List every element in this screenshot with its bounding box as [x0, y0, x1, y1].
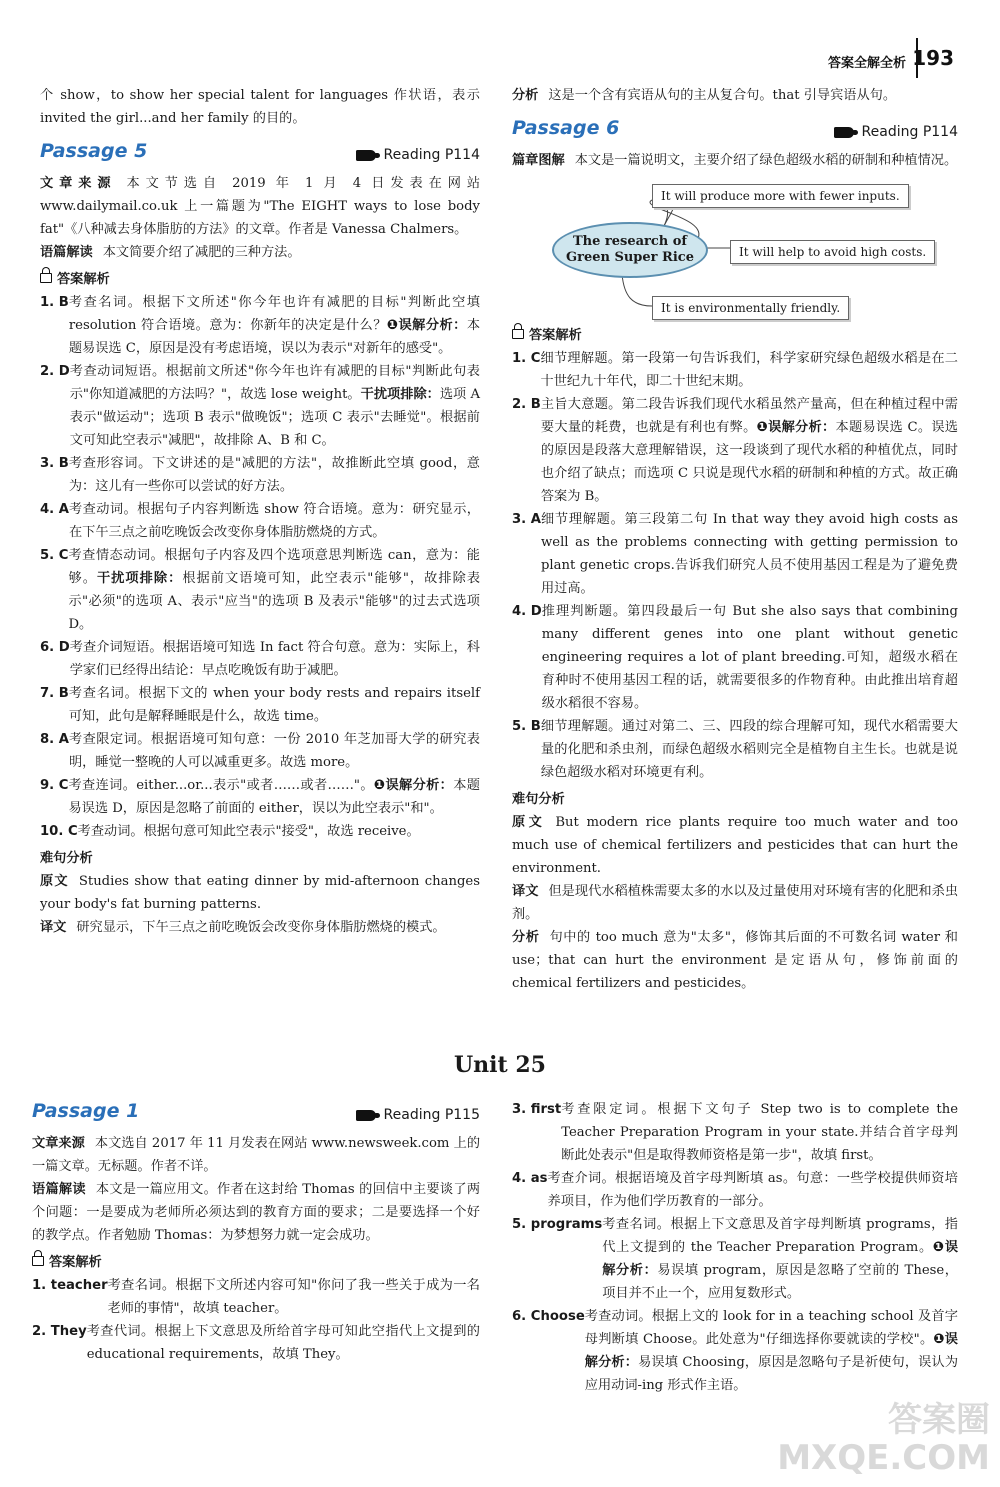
answer-number: 3. first: [512, 1102, 562, 1117]
answer-number: 4. A: [40, 502, 69, 517]
original-text: 原文 Studies show that eating dinner by mid-afternoon changes your body's fat burning patterns.: [40, 874, 481, 912]
answer-item: [512, 1213, 958, 1305]
answer-item: [512, 715, 958, 784]
answer-list: [512, 1098, 958, 1397]
pointing-hand-icon: [834, 127, 854, 138]
hard-sentence-heading: 难句分析: [512, 792, 565, 807]
error-analysis-label: 干扰项排除：: [96, 571, 183, 586]
answer-number: 3. A: [512, 512, 541, 527]
answer-explanation: 考查情态动词。根据句子内容及四个选项意思判断选 can，意为：能够。: [68, 548, 480, 586]
answer-explanation: 主旨大意题。第二段告诉我们现代水稻虽然产量高，但在种植过程中需要大量的耗费，也就是有利也有弊。: [540, 397, 958, 435]
answer-item: [32, 1274, 480, 1320]
answer-explanation: 考查名词。根据下文所述内容可知"你问了我一些关于成为一名老师的事情"，故填 teacher。: [107, 1278, 480, 1316]
answer-number: 5. C: [40, 548, 69, 563]
answer-explanation: 细节理解题。第三段第二句 In that way they avoid high costs as well as the problems connecting with getting permission to plant genetic crops.告诉我们研究人员不使用基因工程是为了避免费用过高。: [540, 512, 958, 596]
error-analysis-text: 本题易误选 C，原因是没有考虑语境，误以为表示"对新年的感受"。: [68, 318, 481, 356]
answer-number: 1. teacher: [32, 1278, 108, 1293]
answer-item: [512, 1098, 958, 1167]
reading-reference: Reading P114: [356, 144, 480, 167]
answer-explanation: 细节理解题。通过对第二、三、四段的综合理解可知，现代水稻需要大量的化肥和杀虫剂，而绿色超级水稻则完全是植物自主生长。也就是说绿色超级水稻对环境更有利。: [540, 719, 958, 780]
answer-explanation: 考查形容词。下文讲述的是"减肥的方法"，故推断此空填 good，意为：这儿有一些你可以尝试的好方法。: [68, 456, 480, 494]
answer-list: [32, 1274, 480, 1366]
source-block: 文章来源 本文节选自 2019 年 1 月 4 日发表在网站 www.dailymail.co.uk 上一篇题为"The EIGHT ways to lose body fat"《八种减去身体脂肪的方法》的文章。作者是 Vanessa Chalmers。: [40, 176, 481, 237]
diagram-branch: It will produce more with fewer inputs.: [652, 184, 909, 208]
answer-item: [40, 544, 480, 636]
answer-item: [512, 508, 958, 600]
error-analysis-text: 易误填 Choosing，原因是忽略句子是祈使句，误认为应用动词-ing 形式作主语。: [584, 1355, 959, 1393]
answer-item: [32, 1320, 480, 1366]
error-analysis-text: 选项 A 表示"做运动"；选项 B 表示"做晚饭"；选项 C 表示"去睡觉"。根据前文可知此空表示"减肥"，故排除 A、B 和 C。: [69, 387, 480, 448]
answer-number: 9. C: [40, 778, 69, 793]
answer-explanation: 细节理解题。第一段第一句告诉我们，科学家研究绿色超级水稻是在二十世纪九十年代，即二十世纪末期。: [540, 351, 958, 389]
page-number: 193: [912, 46, 954, 70]
answer-explanation: 考查动词。根据句意可知此空表示"接受"，故选 receive。: [77, 824, 420, 839]
source-block: 文章来源 本文选自 2017 年 11 月发表在网站 www.newsweek.com 上的一篇文章。无标题。作者不详。: [32, 1136, 481, 1174]
lock-icon: [40, 273, 52, 283]
original-text: 原文 But modern rice plants require too much water and too much use of chemical fertilizers and pesticides that can hurt the environment.: [512, 815, 959, 876]
hard-sentence-heading: 难句分析: [40, 851, 93, 866]
diagram-branch: It will help to avoid high costs.: [730, 240, 935, 264]
answer-explanation: 考查介词短语。根据语境可知选 In fact 符合句意。意为：实际上，科学家们已经得出结论：早点吃晚饭有助于减肥。: [69, 640, 480, 678]
answer-item: [40, 820, 480, 843]
error-analysis-label: ❶误解分析：: [584, 1332, 958, 1370]
right-column: [512, 84, 958, 995]
translation-text: 译文 但是现代水稻植株需要太多的水以及过量使用对环境有害的化肥和杀虫剂。: [512, 884, 959, 922]
answer-item: [40, 291, 480, 360]
watermark: 答案圈 MXQE.COM: [777, 1400, 990, 1478]
answer-item: [40, 360, 480, 452]
answers-heading: 答案解析: [40, 268, 480, 291]
passage5-heading: [40, 136, 480, 172]
answer-number: 6. D: [40, 640, 70, 655]
answer-explanation: 考查名词。根据下文的 when your body rests and repairs itself 可知，此句是解释睡眠是什么，故选 time。: [68, 686, 480, 724]
error-analysis-label: ❶误解分析：: [602, 1240, 959, 1278]
reading-block: 语篇解读 本文简要介绍了减肥的三种方法。: [40, 245, 301, 260]
passage1-heading: [32, 1096, 480, 1132]
error-analysis-text: 本题易误选 D，原因是忽略了前面的 either，误以为此空表示"和"。: [68, 778, 480, 816]
error-analysis-label: ❶误解分析：: [373, 778, 454, 793]
passage-title: Passage 5: [40, 140, 148, 162]
answer-number: 3. B: [40, 456, 69, 471]
answer-item: [40, 682, 480, 728]
answer-number: 5. B: [512, 719, 541, 734]
answer-explanation: 考查动词短语。根据前文所述"你今年也许有减肥的目标"判断此句表示"你知道减肥的方法吗？"，故选 lose weight。: [69, 364, 480, 402]
error-analysis-text: 本题易误选 C。误选的原因是段落大意理解错误，这一段谈到了现代水稻的种植优点，同时也介绍了缺点；而选项 C 只说是现代水稻的研制和种植的方式。故正确答案为 B。: [540, 420, 958, 504]
answer-explanation: 考查限定词。根据语境可知句意：一份 2010 年芝加哥大学的研究表明，睡觉一整晚的人可以减重更多。故选 more。: [68, 732, 480, 770]
intro-text: 个 show，to show her special talent for languages 作状语，表示 invited the girl...and her family 的目的。: [40, 88, 480, 126]
answer-explanation: 考查动词。根据上文的 look for in a teaching school 及首字母判断填 Choose。此处意为"仔细选择你要就读的学校"。: [584, 1309, 958, 1347]
error-analysis-text: 易误填 program，原因是忽略了空前的 These，项目并不止一个，应用复数形式。: [602, 1263, 958, 1301]
diagram-intro: 篇章图解 本文是一篇说明文，主要介绍了绿色超级水稻的研制和种植情况。: [512, 153, 958, 168]
answer-number: 5. programs: [512, 1217, 603, 1232]
answer-number: 6. Choose: [512, 1309, 585, 1324]
lock-icon: [32, 1256, 44, 1266]
reading-reference: Reading P114: [834, 121, 958, 144]
page-header: [0, 38, 1000, 78]
answer-explanation: 推理判断题。第四段最后一句 But she also says that combining many different genes into one plant without genetic engineering requires a lot of plant breeding.可知，超级水稻在育种时不使用基因工程的话，就需要很多的作物育种。由此推出培育超级水稻很不容易。: [541, 604, 958, 711]
diagram-branch: It is environmentally friendly.: [652, 296, 849, 320]
answer-item: [40, 728, 480, 774]
answer-number: 1. B: [40, 295, 69, 310]
answer-explanation: 考查名词。根据上下文意思及首字母判断填 programs，指代上文提到的 the Teacher Preparation Program。: [602, 1217, 958, 1255]
answer-number: 1. C: [512, 351, 541, 366]
answer-item: [512, 1305, 958, 1397]
answer-item: [40, 452, 480, 498]
error-analysis-label: 干扰项排除：: [360, 387, 440, 402]
answer-item: [40, 498, 480, 544]
reading-block: 语篇解读 本文是一篇应用文。作者在这封给 Thomas 的回信中主要谈了两个问题：一是要成为老师所必须达到的教育方面的要求；二是要选择一个好的教学点。作者勉励 Thomas：为梦想努力就一定会成功。: [32, 1182, 481, 1243]
answer-list: [40, 291, 480, 843]
answer-item: [512, 347, 958, 393]
answer-item: [512, 393, 958, 508]
reading-reference: Reading P115: [356, 1104, 480, 1127]
analysis-text: 分析 句中的 too much 意为"太多"，修饰其后面的不可数名词 water 和 use；that can hurt the environment 是定语从句，修饰前面的 chemical fertilizers and pesticides。: [512, 930, 958, 991]
answer-explanation: 考查介词。根据语境及首字母判断填 as。句意：一些学校提供师资培养项目，作为他们学历教育的一部分。: [547, 1171, 958, 1209]
lock-icon: [512, 329, 524, 339]
unit-left-column: [32, 1090, 480, 1366]
diagram-center-node: The research of Green Super Rice: [552, 222, 708, 278]
answer-number: 4. as: [512, 1171, 548, 1186]
translation-text: 译文 研究显示，下午三点之前吃晚饭会改变你身体脂肪燃烧的模式。: [40, 920, 446, 935]
answer-number: 7. B: [40, 686, 69, 701]
passage6-heading: [512, 113, 958, 149]
answer-explanation: 考查代词。根据上下文意思及所给首字母可知此空指代上文提到的 educational requirements，故填 They。: [86, 1324, 480, 1362]
answer-list: [512, 347, 958, 784]
mind-map-diagram: [512, 178, 958, 320]
answer-item: [40, 636, 480, 682]
answer-item: [40, 774, 480, 820]
error-analysis-label: ❶误解分析：: [756, 420, 836, 435]
answer-explanation: 考查连词。either...or...表示"或者……或者……"。: [68, 778, 374, 793]
passage-title: Passage 1: [32, 1100, 140, 1122]
answer-item: [512, 1167, 958, 1213]
answers-heading: 答案解析: [32, 1251, 480, 1274]
pointing-hand-icon: [356, 150, 376, 161]
section-label: 答案全解全析: [827, 56, 906, 71]
answer-explanation: 考查名词。根据下文所述"你今年也许有减肥的目标"判断此空填 resolution 符合语境。意为：你新年的决定是什么？: [68, 295, 480, 333]
answer-number: 2. D: [40, 364, 70, 379]
error-analysis-text: 根据前文语境可知，此空表示"能够"，故排除表示"必须"的选项 A、表示"应当"的选项 B 及表示"能够"的过去式选项 D。: [68, 571, 481, 632]
answer-number: 8. A: [40, 732, 69, 747]
pointing-hand-icon: [356, 1110, 376, 1121]
answer-explanation: 考查动词。根据句子内容判断选 show 符合语境。意为：研究显示，在下午三点之前吃晚饭会改变你身体脂肪燃烧的方式。: [68, 502, 480, 540]
answer-number: 2. B: [512, 397, 541, 412]
left-column: [40, 84, 480, 939]
answer-item: [512, 600, 958, 715]
passage-title: Passage 6: [512, 117, 620, 139]
analysis-intro: 分析 这是一个含有宾语从句的主从复合句。that 引导宾语从句。: [512, 88, 897, 103]
unit-title: Unit 25: [454, 1052, 546, 1078]
answer-number: 4. D: [512, 604, 542, 619]
answer-number: 2. They: [32, 1324, 87, 1339]
answer-explanation: 考查限定词。根据下文句子 Step two is to complete the Teacher Preparation Program in your state.并结合首字母判断此处表示"但是取得教师资格是第一步"，故填 first。: [561, 1102, 958, 1163]
answers-heading: 答案解析: [512, 324, 958, 347]
error-analysis-label: ❶误解分析：: [386, 318, 467, 333]
answer-number: 10. C: [40, 824, 78, 839]
unit-right-column: [512, 1098, 958, 1397]
